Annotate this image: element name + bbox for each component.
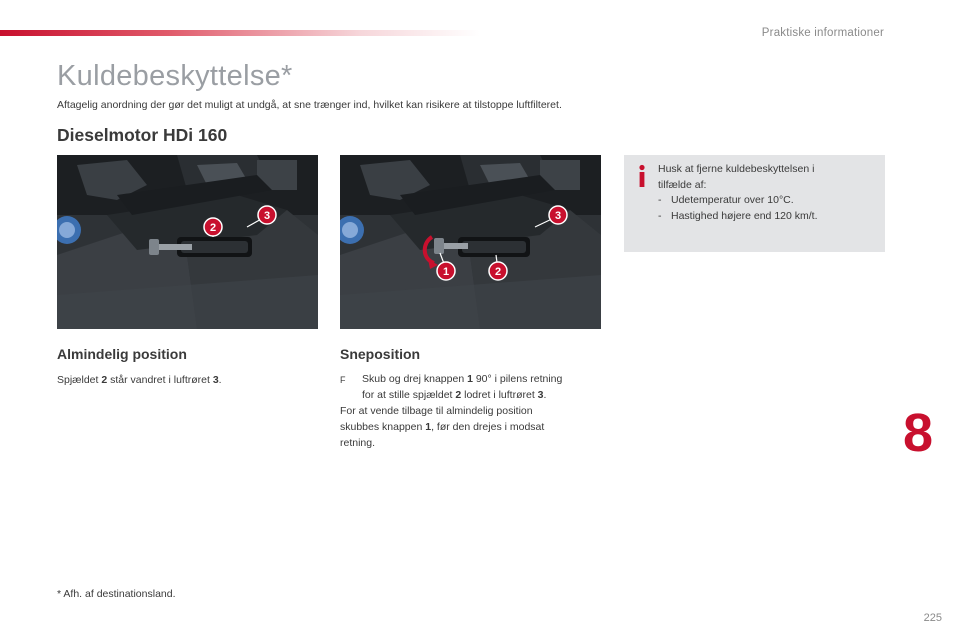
info-item-text: Hastighed højere end 120 km/t. [671, 209, 818, 222]
text-segment: skubbes knappen [340, 421, 426, 433]
engine-heading: Dieselmotor HDi 160 [57, 125, 228, 145]
info-item [658, 193, 875, 209]
text-segment: . [218, 374, 222, 386]
text-segment: lodret i luftrøret [461, 389, 538, 401]
callout-reference: 2 [455, 389, 462, 401]
text-segment: 90° i pilens retning [472, 373, 563, 385]
text-segment: står vandret i luftrøret [107, 374, 213, 386]
info-intro-line-1: Husk at fjerne kuldebeskyttelsen i [658, 163, 815, 175]
snow-position-heading: Sneposition [340, 346, 421, 362]
svg-text:3: 3 [263, 210, 271, 222]
photo-normal-position [57, 155, 318, 329]
page-subtitle: Aftagelig anordning der gør det muligt at undgå, at sne trænger ind, hvilket kan risikere at tilstoppe luftfilteret. [57, 99, 562, 111]
bullet-marker-icon: F [340, 375, 346, 385]
callout-1-icon [437, 262, 455, 280]
return-instruction-line: For at vende tilbage til almindelig position [340, 405, 533, 417]
text-segment: . [543, 389, 547, 401]
instruction-bullet [340, 371, 605, 403]
svg-text:1: 1 [442, 266, 450, 278]
info-item-dash: - [658, 194, 662, 206]
callout-3-icon [549, 206, 567, 224]
callout-reference: 1 [467, 373, 473, 385]
callout-reference: 3 [537, 389, 544, 401]
svg-text:3: 3 [554, 210, 562, 222]
header-accent-bar [0, 30, 480, 36]
callout-reference: 3 [212, 374, 219, 386]
normal-position-heading: Almindelig position [57, 346, 187, 362]
return-instruction-line [340, 419, 605, 435]
section-title: Praktiske informationer [761, 27, 884, 39]
info-item-dash: - [658, 209, 662, 222]
text-segment: , før den drejes i modsat [431, 421, 545, 433]
info-icon [635, 164, 649, 188]
footnote: * Afh. af destinationsland. [57, 588, 176, 600]
page-number: 225 [923, 612, 942, 624]
normal-position-text [57, 372, 317, 388]
info-item [658, 209, 875, 225]
callout-2-icon [489, 262, 507, 280]
info-box [624, 155, 885, 252]
page-title: Kuldebeskyttelse* [57, 60, 293, 92]
text-segment: Spjældet [57, 374, 102, 386]
text-segment: Skub og drej knappen [362, 373, 468, 385]
return-instruction-line: retning. [340, 437, 376, 449]
callout-3-icon [258, 206, 276, 224]
info-intro-line-2: tilfælde af: [658, 178, 707, 191]
snow-position-text [340, 371, 605, 451]
photo-snow-position [340, 155, 601, 329]
info-item-text: Udetemperatur over 10°C. [671, 194, 794, 206]
svg-text:2: 2 [209, 222, 217, 234]
callout-2-icon [204, 218, 222, 236]
callout-reference: 2 [101, 374, 108, 386]
text-segment: for at stille spjældet [362, 389, 456, 401]
svg-text:2: 2 [494, 266, 502, 278]
callout-reference: 1 [425, 421, 432, 433]
chapter-number: 8 [903, 403, 934, 463]
